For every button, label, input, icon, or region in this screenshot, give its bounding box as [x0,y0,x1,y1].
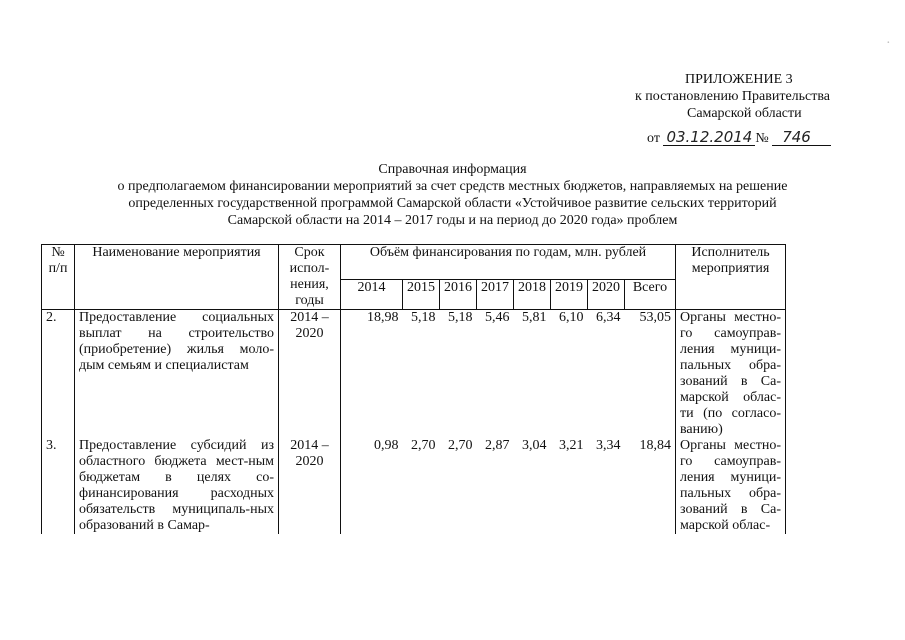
row-executor: Органы местно-го самоуправ-ления муници-пальных обра-зований в Са-марской облас- [676,438,786,534]
row-number: 2. [42,310,75,439]
header-year: 2014 [341,280,403,310]
header-executor: Исполнитель мероприятия [676,245,786,310]
header-term: Срок испол-нения, годы [279,245,341,310]
row-value: 5,18 [448,310,473,325]
row-value: 2,87 [485,438,510,453]
number-prefix: № [755,131,769,146]
row-total: 53,05 [639,310,671,325]
appendix-resolution-line: к постановлению Правительства [635,89,831,104]
header-year: 2015 [403,280,440,310]
row-value: 5,46 [485,310,510,325]
document-heading-line-4: Самарской области на 2014 – 2017 годы и на период до 2020 года» проблем [227,213,678,228]
table-row [42,310,786,439]
row-executor: Органы местно-го самоуправ-ления муници-пальных обра-зований в Са-марской облас-ти (по согласо-ванию) [676,310,786,439]
row-value: 3,04 [522,438,547,453]
row-value: 0,98 [341,438,403,534]
scan-mark: · [886,36,891,51]
appendix-date-number [647,130,831,147]
row-value: 5,81 [522,310,547,325]
handwritten-date: 03.12.2014 [663,130,755,146]
date-prefix: от [647,131,660,146]
row-value: 6,10 [559,310,584,325]
header-year: 2016 [440,280,477,310]
header-year: 2017 [477,280,514,310]
appendix-region-line: Самарской области [687,106,802,121]
document-heading-line-3: определенных государственной программой Самарской области «Устойчивое развитие сельских территорий [128,196,777,211]
row-value: 3,34 [596,438,621,453]
row-number: 3. [42,438,75,534]
document-heading-line-2: о предполагаемом финансировании мероприятий за счет средств местных бюджетов, направляемых на решение [117,179,788,194]
row-value: 6,34 [596,310,621,325]
row-value: 5,18 [411,310,436,325]
header-no: № п/п [42,245,75,310]
row-term: 2014 – 2020 [279,310,341,439]
appendix-title: ПРИЛОЖЕНИЕ 3 [685,72,793,87]
header-total: Всего [625,280,676,310]
header-year: 2018 [514,280,551,310]
row-value: 3,21 [559,438,584,453]
table-row [42,438,786,534]
handwritten-number: 746 [772,130,831,146]
header-year: 2019 [551,280,588,310]
row-total: 18,84 [639,438,671,453]
financing-table [41,244,786,534]
row-value: 2,70 [411,438,436,453]
document-heading-title: Справочная информация [378,162,527,177]
header-funding: Объём финансирования по годам, млн. рублей [341,245,676,280]
row-value: 18,98 [341,310,403,439]
header-name: Наименование мероприятия [75,245,279,310]
row-name: Предоставление социальных выплат на строительство (приобретение) жилья моло-дым семьям и специалистам [75,310,279,439]
header-year: 2020 [588,280,625,310]
row-value: 2,70 [448,438,473,453]
row-name: Предоставление субсидий из областного бюджета мест-ным бюджетам в целях со-финансирования расходных обязательств муниципаль-ных образований в Самар- [75,438,279,534]
row-term: 2014 – 2020 [279,438,341,534]
